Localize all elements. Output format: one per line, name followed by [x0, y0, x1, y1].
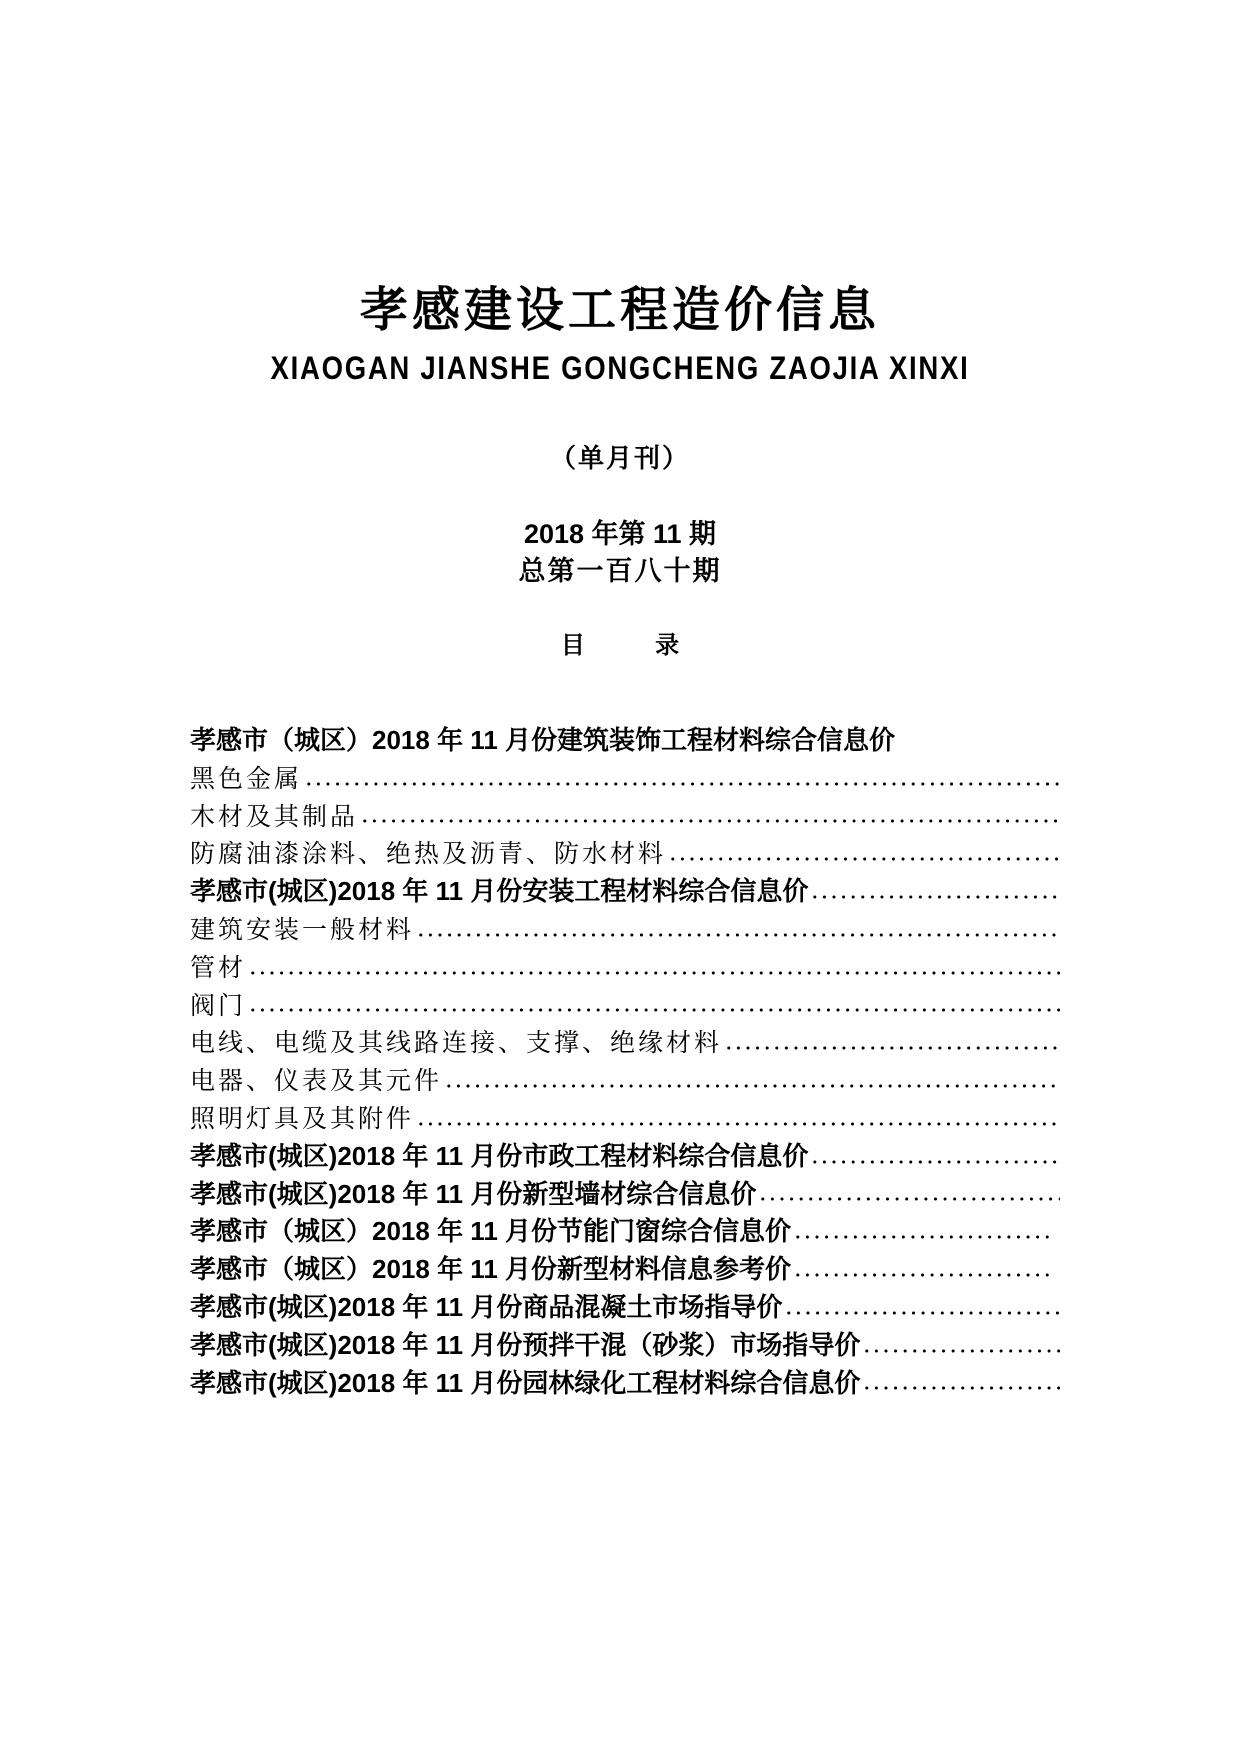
toc-entry-new-materials-reference[interactable]: [190, 1251, 1060, 1289]
toc-entry-new-wall-materials[interactable]: [190, 1176, 1060, 1214]
toc-entry-valves[interactable]: [190, 987, 1060, 1025]
toc-entry-label: 孝感市(城区)2018 年 11 月份市政工程材料综合信息价: [190, 1140, 809, 1171]
dot-leader: [862, 1349, 1060, 1353]
toc-entry-label: 黑色金属: [190, 763, 303, 793]
table-of-contents: [190, 722, 1060, 1402]
toc-entry-coatings-waterproofing[interactable]: [190, 835, 1060, 873]
toc-entry-label: 管材: [190, 952, 247, 982]
toc-entry-ferrous-metals[interactable]: [190, 760, 1060, 798]
dot-leader: [758, 1197, 1060, 1201]
toc-entry-ready-mix-concrete[interactable]: [190, 1289, 1060, 1327]
dot-leader: [810, 1160, 1060, 1164]
dot-leader: [668, 857, 1060, 861]
toc-entry-installation-materials[interactable]: [190, 873, 1060, 911]
toc-entry-pipes[interactable]: [190, 949, 1060, 987]
toc-heading-char-2: 录: [655, 630, 680, 659]
toc-entry-label: 照明灯具及其附件: [190, 1103, 415, 1133]
toc-entry-dry-mix-mortar[interactable]: [190, 1327, 1060, 1365]
issue-number: 2018 年第 11 期: [523, 519, 717, 549]
dot-leader: [793, 1235, 1050, 1239]
toc-entry-label: 孝感市（城区）2018 年 11 月份建筑装饰工程材料综合信息价: [190, 725, 895, 755]
toc-heading: [0, 628, 1240, 662]
toc-entry-lighting[interactable]: [190, 1100, 1060, 1138]
dot-leader: [416, 933, 1060, 937]
dot-leader: [416, 1122, 1060, 1126]
document-title-en: XIAOGAN JIANSHE GONGCHENG ZAOJIA XINXI: [270, 350, 970, 386]
toc-entry-timber[interactable]: [190, 798, 1060, 836]
toc-entry-label: 木材及其制品: [190, 801, 359, 831]
toc-entry-label: 电线、电缆及其线路连接、支撑、绝缘材料: [190, 1028, 723, 1058]
toc-entry-label: 孝感市（城区）2018 年 11 月份节能门窗综合信息价: [190, 1216, 791, 1247]
dot-leader: [444, 1084, 1060, 1088]
toc-entry-label: 阀门: [190, 990, 247, 1020]
dot-leader: [360, 819, 1060, 823]
toc-entry-label: 建筑安装一般材料: [190, 914, 415, 944]
publication-frequency: （单月刊）: [549, 444, 690, 474]
dot-leader: [724, 1046, 1060, 1050]
document-title-cn: 孝感建设工程造价信息: [359, 282, 880, 338]
toc-entry-label: 孝感市(城区)2018 年 11 月份园林绿化工程材料综合信息价: [190, 1367, 861, 1398]
toc-entry-cables[interactable]: [190, 1024, 1060, 1062]
dot-leader: [248, 971, 1060, 975]
toc-entry-label: 防腐油漆涂料、绝热及沥青、防水材料: [190, 839, 667, 869]
dot-leader: [304, 782, 1060, 786]
dot-leader: [810, 895, 1060, 899]
dot-leader: [862, 1386, 1060, 1390]
toc-entry-label: 孝感市(城区)2018 年 11 月份商品混凝土市场指导价: [190, 1291, 783, 1322]
toc-entry-label: 孝感市(城区)2018 年 11 月份预拌干混（砂浆）市场指导价: [190, 1329, 861, 1360]
toc-entry-label: 孝感市(城区)2018 年 11 月份安装工程材料综合信息价: [190, 876, 809, 907]
dot-leader: [793, 1273, 1050, 1277]
toc-entry-label: 电器、仪表及其元件: [190, 1066, 443, 1096]
toc-entry-decoration-materials[interactable]: [190, 722, 1060, 760]
toc-entry-label: 孝感市(城区)2018 年 11 月份新型墙材综合信息价: [190, 1178, 757, 1209]
toc-entry-electrical-instruments[interactable]: [190, 1062, 1060, 1100]
dot-leader: [784, 1311, 1060, 1315]
toc-entry-landscaping-materials[interactable]: [190, 1365, 1060, 1403]
toc-entry-general-materials[interactable]: [190, 911, 1060, 949]
dot-leader: [248, 1008, 1060, 1012]
toc-entry-municipal-materials[interactable]: [190, 1138, 1060, 1176]
toc-entry-label: 孝感市（城区）2018 年 11 月份新型材料信息参考价: [190, 1254, 791, 1285]
toc-entry-energy-saving-windows[interactable]: [190, 1213, 1060, 1251]
issue-total-number: 总第一百八十期: [518, 556, 722, 587]
toc-heading-char-1: 目: [560, 630, 585, 659]
